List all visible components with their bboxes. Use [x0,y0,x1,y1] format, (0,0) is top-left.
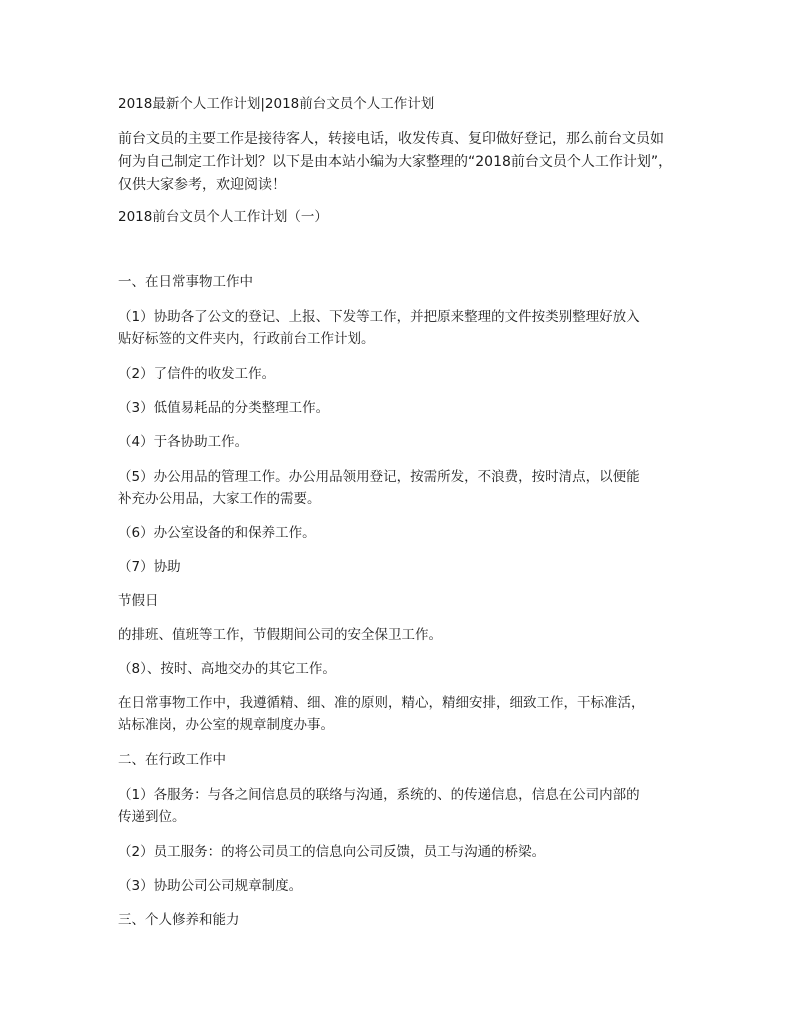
section-1-fragment-2: 的排班、值班等工作，节假期间公司的安全保卫工作。 [118,627,442,643]
section-1-fragment-1: 节假日 [118,593,159,609]
section-1-item-5-line-1: （5）办公用品的管理工作。办公用品领用登记，按需所发，不浪费，按时清点，以便能 [118,469,640,485]
section-1-item-1-line-1: （1）协助各了公文的登记、上报、下发等工作，并把原来整理的文件按类别整理好放入 [118,309,640,325]
section-1-summary-line-1: 在日常事物工作中，我遵循精、细、准的原则，精心，精细安排，细致工作，干标准活， [118,695,645,711]
section-1-item-3: （3）低值易耗品的分类整理工作。 [118,400,330,416]
section-2-item-1-line-1: （1）各服务：与各之间信息员的联络与沟通，系统的、的传递信息，信息在公司内部的 [118,787,640,803]
document-title: 2018最新个人工作计划|2018前台文员个人工作计划 [118,96,435,112]
plan-subtitle: 2018前台文员个人工作计划（一） [118,209,328,225]
section-2-item-1-line-2: 传递到位。 [118,809,186,825]
intro-line-3: 仅供大家参考，欢迎阅读！ [118,177,286,193]
section-1-heading: 一、在日常事物工作中 [118,274,253,290]
section-3-heading: 三、个人修养和能力 [118,912,240,928]
section-1-item-6: （6）办公室设备的和保养工作。 [118,525,316,541]
section-1-item-8: （8）、按时、高地交办的其它工作。 [118,661,336,677]
section-1-summary-line-2: 站标准岗，办公室的规章制度办事。 [118,717,334,733]
section-2-heading: 二、在行政工作中 [118,752,226,768]
intro-line-1: 前台文员的主要工作是接待客人，转接电话，收发传真、复印做好登记，那么前台文员如 [118,131,664,147]
section-2-item-2: （2）员工服务：的将公司员工的信息向公司反馈，员工与沟通的桥梁。 [118,844,546,860]
section-2-item-3: （3）协助公司公司规章制度。 [118,878,303,894]
section-1-item-7: （7）协助 [118,559,181,575]
section-1-item-5-line-2: 补充办公用品，大家工作的需要。 [118,491,321,507]
section-1-item-1-line-2: 贴好标签的文件夹内，行政前台工作计划。 [118,331,375,347]
section-1-item-4: （4）于各协助工作。 [118,434,249,450]
section-1-item-2: （2）了信件的收发工作。 [118,366,276,382]
intro-line-2: 何为自己制定工作计划？以下是由本站小编为大家整理的“2018前台文员个人工作计划”， [118,154,673,170]
